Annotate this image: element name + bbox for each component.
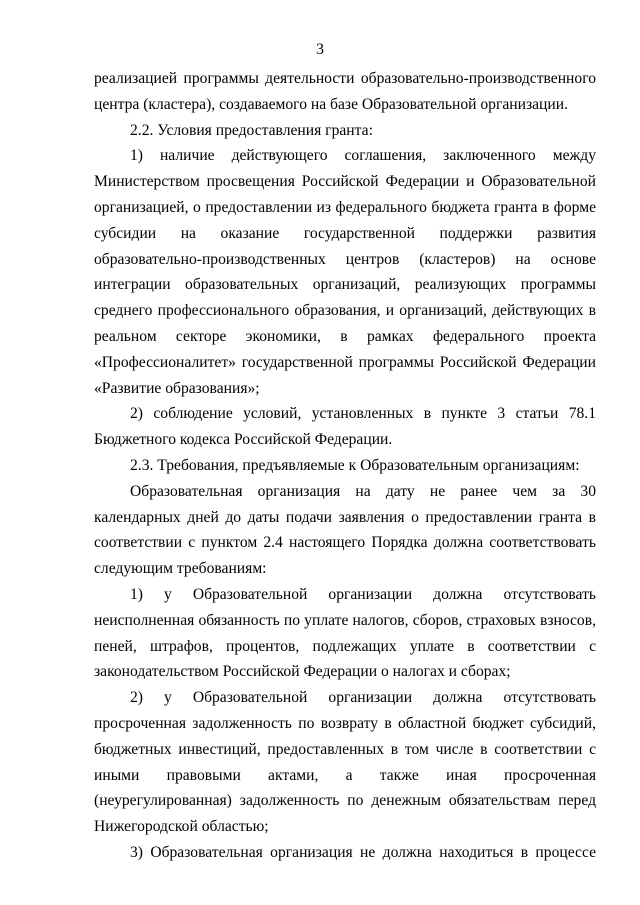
paragraph-requirement-3: 3) Образовательная организация не должна находиться в процессе xyxy=(130,843,596,861)
paragraph-section-2-3-heading: 2.3. Требования, предъявляемые к Образовательным организациям: xyxy=(130,456,580,474)
page-number: 3 xyxy=(316,41,324,58)
paragraph-requirement-1: 1) у Образовательной организации должна отсутствовать неисполненная обязанность по уплате налогов, сборов, страховых взносов, пеней, штрафов, процентов, подлежащих уплате в соответствии с законодательством Российской Федерации о налогах и сборах; xyxy=(94,585,596,681)
document-body xyxy=(94,66,596,866)
paragraph-continuation: реализацией программы деятельности образовательно-производственного центра (кластера), создаваемого на базе Образовательной организации. xyxy=(94,70,596,113)
paragraph-requirement-2: 2) у Образовательной организации должна отсутствовать просроченная задолженность по возврату в областной бюджет субсидий, бюджетных инвестиций, предоставленных в том числе в соответствии с иными правовыми актами, а также иная просроченная (неурегулированная) задолженность по денежным обязательствам перед Нижегородской областью; xyxy=(94,689,596,836)
paragraph-requirements-intro: Образовательная организация на дату не ранее чем за 30 календарных дней до даты подачи заявления о предоставлении гранта в соответствии с пунктом 2.4 настоящего Порядка должна соответствовать следующим требованиям: xyxy=(94,482,596,578)
paragraph-condition-2: 2) соблюдение условий, установленных в пункте 3 статьи 78.1 Бюджетного кодекса Российской Федерации. xyxy=(94,405,596,449)
paragraph-condition-1: 1) наличие действующего соглашения, заключенного между Министерством просвещения Российской Федерации и Образовательной организацией, о предоставлении из федерального бюджета гранта в форме субсидии на оказание государственной поддержки развития образовательно-производственных центров (кластеров) на основе интеграции образовательных организаций, реализующих программы среднего профессионального образования, и организаций, действующих в реальном секторе экономики, в рамках федерального проекта «Профессионалитет» государственной программы Российской Федерации «Развитие образования»; xyxy=(94,147,596,397)
paragraph-section-2-2-heading: 2.2. Условия предоставления гранта: xyxy=(130,121,373,139)
